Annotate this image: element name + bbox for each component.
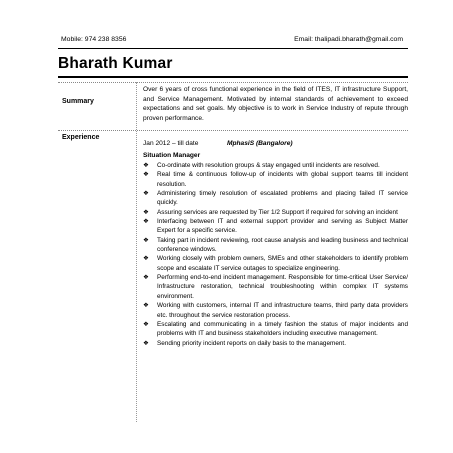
diamond-bullet-icon: ❖ bbox=[143, 171, 149, 179]
diamond-bullet-icon: ❖ bbox=[143, 162, 149, 169]
list-item bbox=[143, 339, 408, 348]
duty-text: Performing end-to-end incident management. Responsible for time-critical User Service/ Infrastructure restoration, technical troubleshooting within complex IT systems environment. bbox=[157, 274, 408, 300]
mobile-number: Mobile: 974 238 8356 bbox=[61, 36, 127, 43]
job-role: Situation Manager bbox=[143, 152, 201, 159]
list-item bbox=[143, 170, 408, 189]
diamond-bullet-icon: ❖ bbox=[143, 274, 149, 282]
list-item bbox=[143, 189, 408, 208]
duty-text: Escalating and communicating in a timely fashion the status of major incidents and problems with IT and business stakeholders including executive management. bbox=[157, 320, 408, 338]
list-item bbox=[143, 217, 408, 236]
summary-text: Over 6 years of cross functional experience in the field of ITES, IT infrastructure Support, and Service Management. Motivated by internal standards of achievement to exceed expectations and set goals. My objective is to work in Service Industry of repute through proven performance. bbox=[143, 86, 408, 122]
diamond-bullet-icon: ❖ bbox=[143, 218, 149, 226]
duty-text: Interfacing between IT and external support provider and serving as Subject Matter Expert for a specific service. bbox=[157, 218, 408, 235]
job-company: MphasiS (Bangalore) bbox=[227, 140, 293, 147]
duty-text: Working with customers, internal IT and infrastructure teams, third party data providers etc. throughout the service restoration process. bbox=[157, 302, 408, 319]
duty-text: Taking part in incident reviewing, root cause analysis and leading business and technical conference windows. bbox=[157, 236, 408, 254]
column-divider bbox=[136, 82, 137, 422]
experience-heading: Experience bbox=[62, 134, 100, 141]
diamond-bullet-icon: ❖ bbox=[143, 339, 149, 347]
summary-top-divider bbox=[58, 82, 408, 83]
list-item bbox=[143, 273, 408, 301]
list-item bbox=[143, 236, 408, 255]
duty-text: Working closely with problem owners, SMEs and other stakeholders to identify problem scope and escalate IT service outages to specialize engineering. bbox=[157, 255, 408, 272]
list-item bbox=[143, 161, 408, 170]
diamond-bullet-icon: ❖ bbox=[143, 236, 149, 244]
experience-top-divider bbox=[58, 130, 408, 131]
list-item bbox=[143, 254, 408, 273]
diamond-bullet-icon: ❖ bbox=[143, 208, 149, 216]
duty-text: Assuring services are requested by Tier 1/2 Support if required for solving an incident bbox=[157, 208, 398, 216]
list-item bbox=[143, 301, 408, 320]
job-duties-list bbox=[143, 161, 408, 348]
summary-heading: Summary bbox=[62, 98, 94, 105]
email-address: Email: thalipadi.bharath@gmail.com bbox=[294, 36, 403, 43]
diamond-bullet-icon: ❖ bbox=[143, 320, 149, 328]
diamond-bullet-icon: ❖ bbox=[143, 190, 149, 198]
list-item bbox=[143, 320, 408, 339]
diamond-bullet-icon: ❖ bbox=[143, 255, 149, 263]
candidate-name: Bharath Kumar bbox=[58, 55, 173, 72]
list-item bbox=[143, 208, 408, 217]
job-date-range: Jan 2012 – till date bbox=[143, 140, 199, 147]
duty-text: Sending priority incident reports on daily basis to the management. bbox=[157, 339, 346, 347]
name-underline bbox=[58, 76, 408, 78]
duty-text: Co-ordinate with resolution groups & stay engaged until incidents are resolved. bbox=[157, 162, 380, 169]
header-rule bbox=[58, 48, 408, 49]
duty-text: Real time & continuous follow-up of incidents with global support teams till incident resolution. bbox=[157, 171, 408, 188]
diamond-bullet-icon: ❖ bbox=[143, 302, 149, 310]
duty-text: Administering timely resolution of escalated problems and placing failed IT service quickly. bbox=[157, 190, 408, 207]
